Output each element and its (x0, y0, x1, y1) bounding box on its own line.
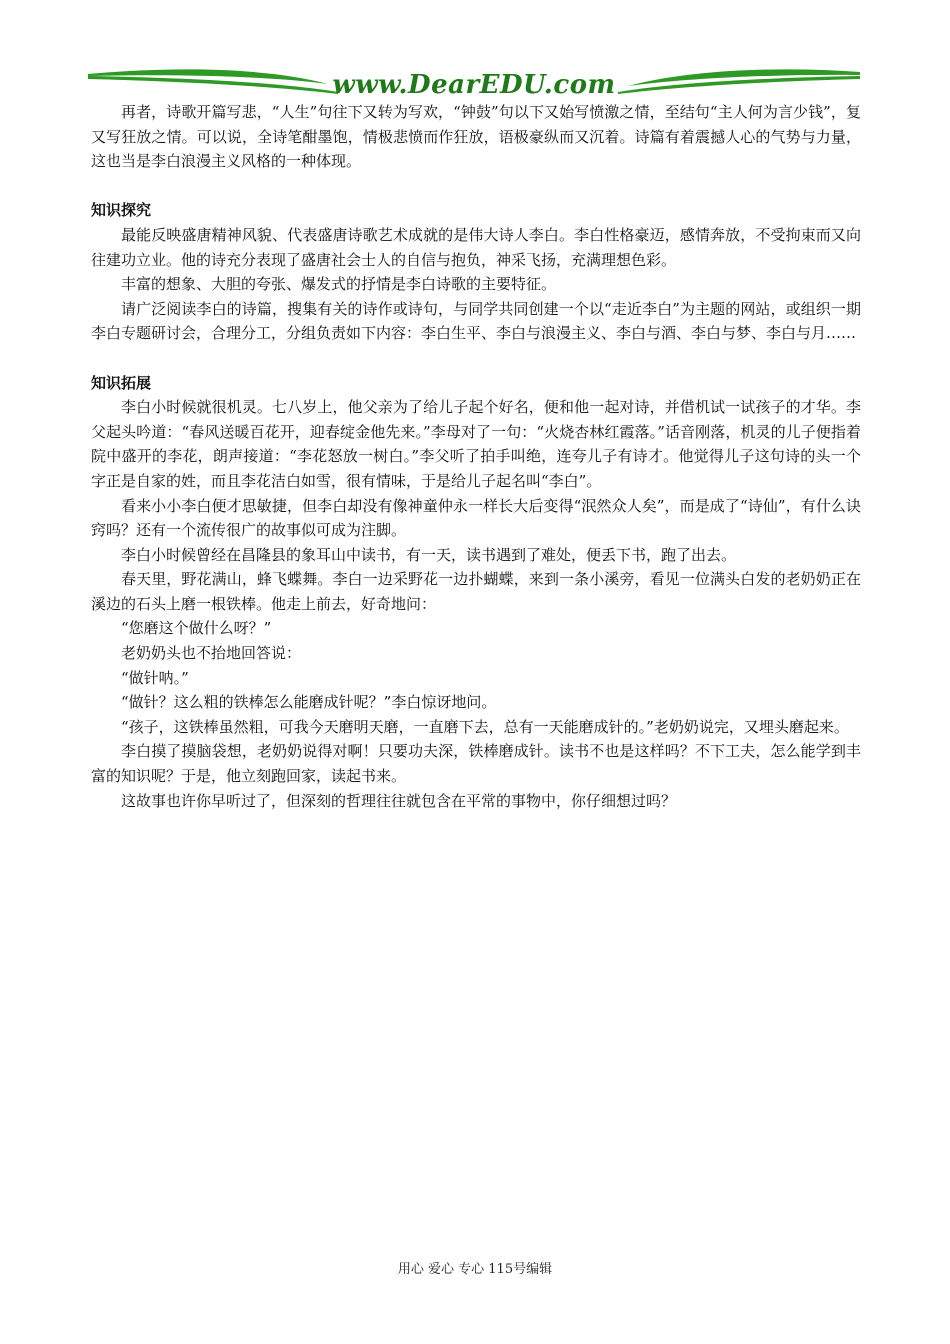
site-header (88, 62, 860, 102)
paragraph: 春天里，野花满山，蜂飞蝶舞。李白一边采野花一边扑蝴蝶，来到一条小溪旁，看见一位满头白发的老奶奶正在溪边的石头上磨一根铁棒。他走上前去，好奇地问： (91, 570, 861, 613)
paragraph: “做针？这么粗的铁棒怎么能磨成针呢？”李白惊讶地问。 (121, 693, 497, 712)
paragraph: 最能反映盛唐精神风貌、代表盛唐诗歌艺术成就的是伟大诗人李白。李白性格豪迈，感情奔放，不受拘束而又向往建功立业。他的诗充分表现了盛唐社会士人的自信与抱负，神采飞扬，充满理想色彩。 (91, 225, 861, 269)
document-body (91, 100, 861, 813)
paragraph: “孩子，这铁棒虽然粗，可我今天磨明天磨，一直磨下去，总有一天能磨成针的。”老奶奶说完，又埋头磨起来。 (121, 717, 849, 736)
site-logo[interactable]: www.DearEDU.com (332, 70, 616, 100)
paragraph: 老奶奶头也不抬地回答说： (121, 644, 302, 663)
paragraph: 李白小时候就很机灵。七八岁上，他父亲为了给儿子起个好名，便和他一起对诗，并借机试一试孩子的才华。李父起头吟道：“春风送暖百花开，迎春绽金他先来。”李母对了一句：“火烧杏林红霞落。”话音刚落，机灵的儿子便指着院中盛开的李花，朗声接道：“李花怒放一树白。”李父听了拍手叫绝，连夸儿子有诗才。他觉得儿子这句诗的头一个字正是自家的姓，而且李花洁白如雪，很有情味，于是给儿子起名叫“李白”。 (91, 398, 861, 490)
paragraph: 李白小时候曾经在昌隆县的象耳山中读书，有一天，读书遇到了难处，便丢下书，跑了出去。 (121, 545, 737, 564)
paragraph: 丰富的想象、大胆的夸张、爆发式的抒情是李白诗歌的主要特征。 (121, 275, 557, 294)
paragraph: “您磨这个做什么呀？” (121, 619, 272, 638)
section-heading-explore: 知识探究 (91, 201, 152, 220)
paragraph: 这故事也许你早听过了，但深刻的哲理往往就包含在平常的事物中，你仔细想过吗？ (121, 791, 677, 810)
paragraph: “做针呐。” (121, 668, 189, 687)
paragraph: 李白摸了摸脑袋想，老奶奶说得对啊！只要功夫深，铁棒磨成针。读书不也是这样吗？不下工夫，怎么能学到丰富的知识呢？于是，他立刻跑回家，读起书来。 (91, 742, 861, 786)
paragraph: 请广泛阅读李白的诗篇，搜集有关的诗作或诗句，与同学共同创建一个以“走近李白”为主题的网站，或组织一期李白专题研讨会，合理分工，分组负责如下内容：李白生平、李白与浪漫主义、李白与酒、李白与梦、李白与月…… (91, 299, 861, 343)
page-footer: 用心 爱心 专心 115号编辑 (397, 1262, 553, 1277)
paragraph: 看来小小李白便才思敏捷，但李白却没有像神童仲永一样长大后变得“泯然众人矣”，而是成了“诗仙”，有什么诀窍吗？还有一个流传很广的故事似可成为注脚。 (91, 496, 861, 540)
paragraph: 再者，诗歌开篇写悲，“人生”句往下又转为写欢，“钟鼓”句以下又始写愤激之情，至结句“主人何为言少钱”，复又写狂放之情。可以说，全诗笔酣墨饱，情极悲愤而作狂放，语极豪纵而又沉着。诗篇有着震撼人心的气势与力量，这也当是李白浪漫主义风格的一种体现。 (91, 103, 861, 171)
section-heading-extend: 知识拓展 (91, 373, 152, 392)
